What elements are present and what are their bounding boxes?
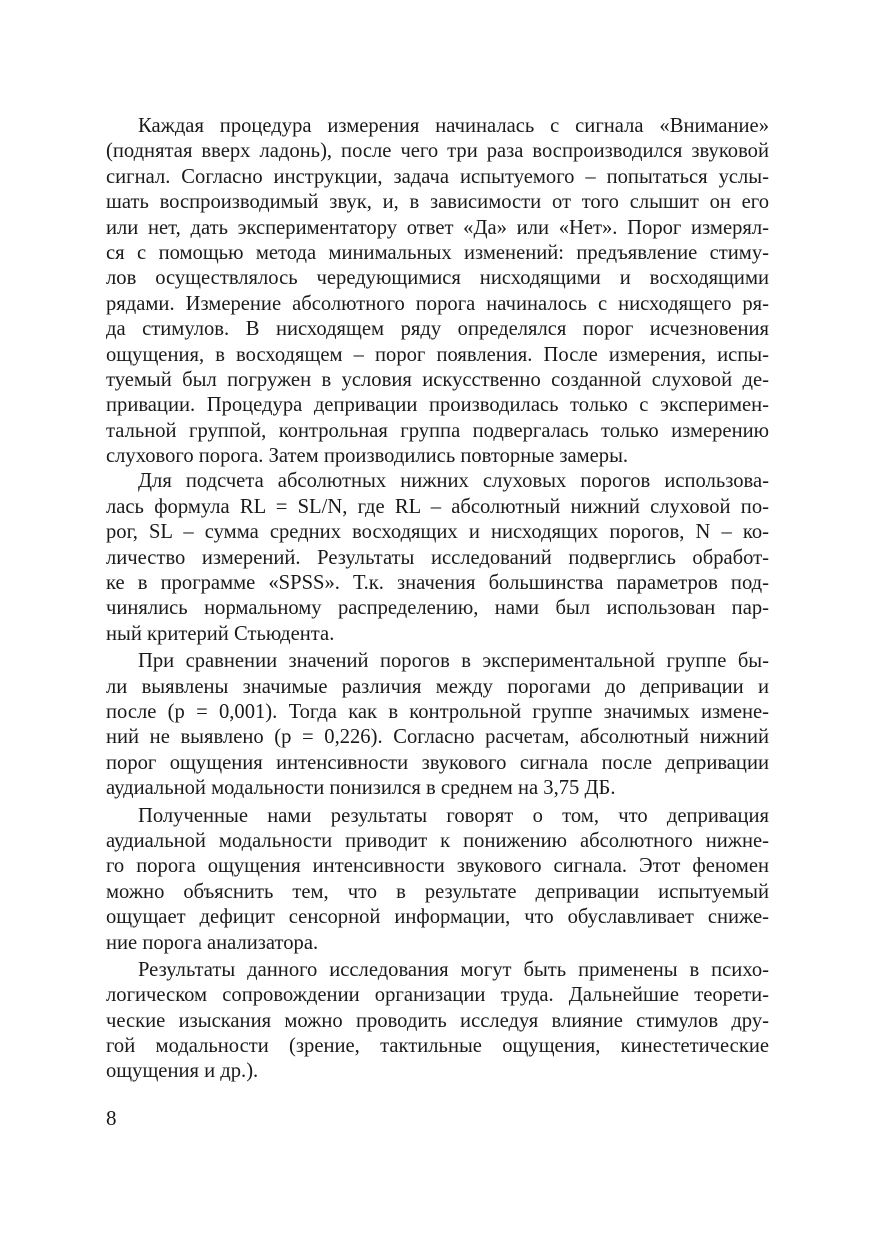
text-line: личество измерений. Результаты исследований подверглись обработ-: [106, 546, 769, 569]
text-line: Полученные нами результаты говорят о том, что депривация: [138, 804, 769, 827]
text-line: чинялись нормальному распределению, нами был использован пар-: [106, 597, 769, 620]
text-line: после (р = 0,001). Тогда как в контрольной группе значимых измене-: [106, 700, 769, 723]
text-line: ощущения, в восходящем – порог появления. После измерения, испы-: [106, 343, 769, 366]
text-line: слухового порога. Затем производились повторные замеры.: [106, 445, 629, 468]
text-line: аудиальной модальности понизился в среднем на 3,75 ДБ.: [106, 777, 616, 800]
text-line: шать воспроизводимый звук, и, в зависимости от того слышит он его: [106, 191, 769, 214]
text-line: ощущает дефицит сенсорной информации, что обуславливает сниже-: [106, 906, 769, 929]
text-line: туемый был погружен в условия искусственно созданной слуховой де-: [106, 368, 769, 391]
text-line: рог, SL – сумма средних восходящих и нисходящих порогов, N – ко-: [106, 521, 769, 544]
text-line: привации. Процедура депривации производилась только с эксперимен-: [106, 394, 769, 417]
paragraph: [106, 958, 769, 1085]
text-line: Для подсчета абсолютных нижних слуховых порогов использова-: [138, 470, 769, 493]
text-line: ний не выявлено (р = 0,226). Согласно расчетам, абсолютный нижний: [106, 726, 769, 749]
text-line: Каждая процедура измерения начиналась с сигнала «Внимание»: [138, 115, 769, 137]
text-line: можно объяснить тем, что в результате депривации испытуемый: [106, 880, 769, 903]
paragraph: [106, 114, 769, 469]
text-line: (поднятая вверх ладонь), после чего три раза воспроизводился звуковой: [106, 140, 769, 163]
text-line: тальной группой, контрольная группа подвергалась только измерению: [106, 419, 769, 442]
text-line: ный критерий Стьюдента.: [106, 622, 335, 645]
text-line: порог ощущения интенсивности звукового сигнала после депривации: [106, 751, 769, 774]
paragraph: [106, 804, 769, 956]
text-line: аудиальной модальности приводит к понижению абсолютного нижне-: [106, 829, 769, 852]
page-number: 8: [106, 1106, 117, 1130]
text-line: ке в программе «SPSS». Т.к. значения большинства параметров под-: [106, 572, 769, 595]
text-line: При сравнении значений порогов в экспериментальной группе бы-: [138, 650, 769, 673]
text-line: ощущения и др.).: [106, 1060, 259, 1083]
text-line: ние порога анализатора.: [106, 931, 319, 954]
text-line: сигнал. Согласно инструкции, задача испытуемого – попытаться услы-: [106, 165, 769, 188]
body-text: [106, 114, 769, 1085]
paragraph: [106, 649, 769, 801]
text-line: гой модальности (зрение, тактильные ощущения, кинестетические: [106, 1035, 769, 1058]
text-line: го порога ощущения интенсивности звукового сигнала. Этот феномен: [106, 855, 769, 878]
text-line: рядами. Измерение абсолютного порога начиналось с нисходящего ря-: [106, 292, 769, 315]
text-line: ся с помощью метода минимальных изменений: предъявление стиму-: [106, 241, 769, 264]
text-line: или нет, дать экспериментатору ответ «Да» или «Нет». Порог измерял-: [106, 216, 769, 239]
text-line: лась формула RL = SL/N, где RL – абсолютный нижний слуховой по-: [106, 495, 769, 518]
text-line: Результаты данного исследования могут быть применены в психо-: [138, 958, 769, 981]
text-line: ческие изыскания можно проводить исследуя влияние стимулов дру-: [106, 1009, 769, 1032]
text-line: ли выявлены значимые различия между порогами до депривации и: [106, 675, 769, 698]
text-line: логическом сопровождении организации труда. Дальнейшие теорети-: [106, 984, 769, 1007]
text-line: лов осуществлялось чередующимися нисходящими и восходящими: [106, 267, 769, 290]
paragraph: [106, 469, 769, 647]
text-line: да стимулов. В нисходящем ряду определялся порог исчезновения: [106, 318, 769, 341]
